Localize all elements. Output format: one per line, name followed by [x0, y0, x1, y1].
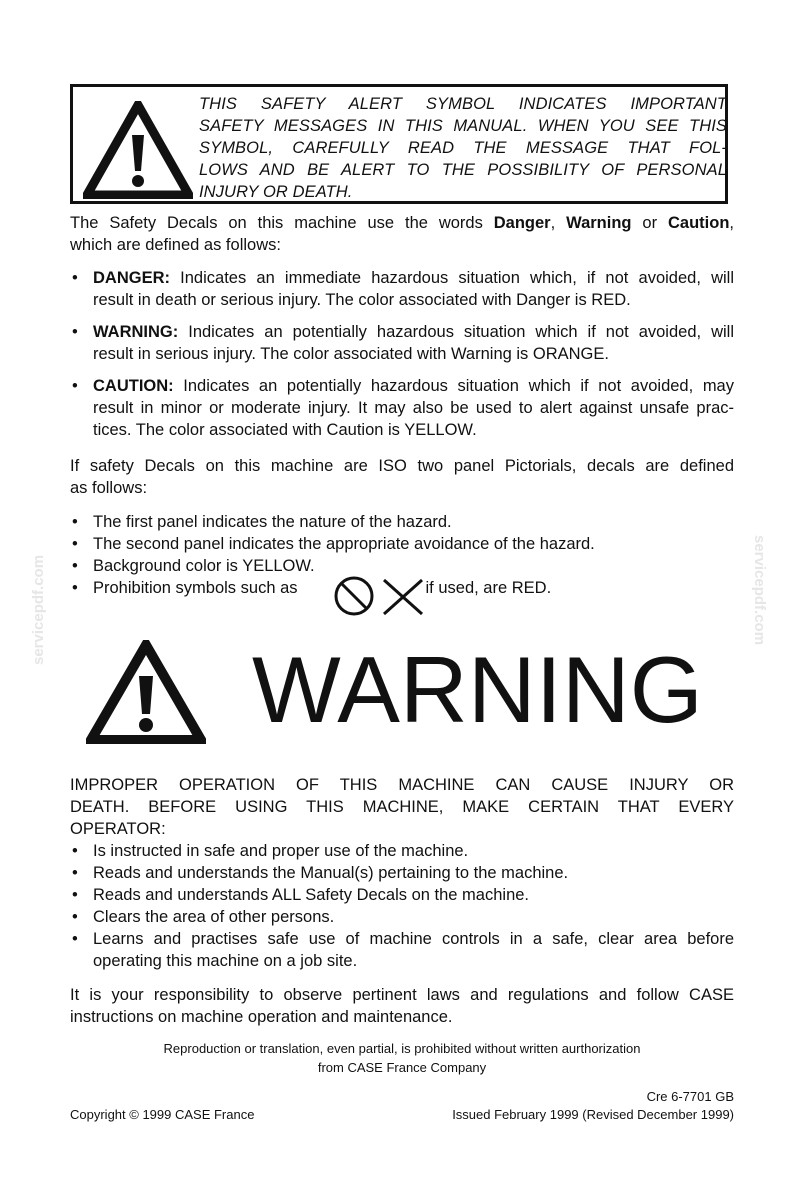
alert-line: SYMBOL, CAREFULLY READ THE MESSAGE THAT FOL-: [199, 139, 727, 157]
intro-line: [70, 212, 734, 234]
list-item-text: operating this machine on a job site.: [93, 952, 358, 970]
safety-alert-triangle-icon: [83, 101, 193, 199]
bullet: •: [72, 513, 78, 531]
list-item: [70, 928, 734, 972]
reproduction-line: from CASE France Company: [317, 1060, 487, 1075]
list-item-text: The first panel indicates the nature of the hazard.: [93, 513, 452, 531]
list-item-text: Reads and understands the Manual(s) pertaining to the machine.: [93, 864, 569, 882]
definition-caution: [70, 375, 734, 441]
definitions-list: [70, 267, 734, 441]
definition-line: result in serious injury. The color associated with Warning is ORANGE.: [93, 345, 609, 363]
definition-line: [93, 375, 734, 397]
bullet: •: [72, 535, 78, 553]
definition-danger: [70, 267, 734, 311]
alert-line: THIS SAFETY ALERT SYMBOL INDICATES IMPORTANT: [199, 95, 727, 113]
watermark-left: servicepdf.com: [30, 554, 47, 665]
definition-text: Indicates an potentially hazardous situation which if not avoided, will: [178, 323, 734, 341]
prohibition-symbols: [332, 572, 428, 620]
iso-line: If safety Decals on this machine are ISO two panel Pictorials, decals are defined: [70, 457, 734, 475]
iso-paragraph: [70, 455, 734, 499]
reproduction-line: Reproduction or translation, even partial, is prohibited without written aurthorization: [163, 1041, 641, 1056]
caution-word: Caution: [667, 214, 730, 232]
list-item: [70, 862, 734, 884]
bullet: •: [72, 579, 78, 597]
alert-line: LOWS AND BE ALERT TO THE POSSIBILITY OF PERSONAL: [199, 161, 727, 179]
list-item-text: Reads and understands ALL Safety Decals on the machine.: [93, 886, 530, 904]
bullet: •: [72, 269, 78, 287]
definition-line: [93, 321, 734, 343]
intro-comma-end: ,: [729, 214, 734, 232]
list-item-text: The second panel indicates the appropriate avoidance of the hazard.: [93, 535, 595, 553]
improper-line: OPERATOR:: [70, 820, 166, 838]
responsibility-line: instructions on machine operation and maintenance.: [70, 1008, 453, 1026]
alert-line: SAFETY MESSAGES IN THIS MANUAL. WHEN YOU SEE THIS: [199, 117, 727, 135]
operator-requirements-list: [70, 840, 734, 972]
safety-alert-text: [199, 93, 727, 203]
definition-term: WARNING:: [93, 323, 179, 341]
list-item-text: Clears the area of other persons.: [93, 908, 335, 926]
bullet: •: [72, 377, 78, 395]
definition-line: tices. The color associated with Caution is YELLOW.: [93, 421, 477, 439]
list-item: [70, 840, 734, 862]
list-item: [70, 533, 734, 555]
definition-term: DANGER:: [93, 269, 170, 287]
definition-line: result in minor or moderate injury. It may also be used to alert against unsafe prac-: [93, 399, 734, 417]
definition-term: CAUTION:: [93, 377, 174, 395]
danger-word: Danger: [493, 214, 551, 232]
bullet: •: [72, 864, 78, 882]
definition-line: result in death or serious injury. The color associated with Danger is RED.: [93, 291, 631, 309]
bullet: •: [72, 930, 78, 948]
definition-text: Indicates an immediate hazardous situation which, if not avoided, will: [170, 269, 734, 287]
bullet: •: [72, 908, 78, 926]
list-item: [70, 511, 734, 533]
intro-text: The Safety Decals on this machine use the words: [70, 214, 494, 232]
responsibility-line: It is your responsibility to observe pertinent laws and regulations and follow CASE: [70, 986, 734, 1004]
cross-x-icon: [384, 580, 422, 614]
definition-warning: [70, 321, 734, 365]
alert-line: INJURY OR DEATH.: [199, 183, 353, 201]
list-item: [70, 906, 734, 928]
intro-paragraph: [70, 212, 734, 256]
document-code: Cre 6-7701 GB: [646, 1089, 734, 1104]
reproduction-notice: [70, 1039, 734, 1077]
warning-triangle-icon: [86, 640, 206, 744]
improper-line: IMPROPER OPERATION OF THIS MACHINE CAN CAUSE INJURY OR: [70, 776, 734, 794]
list-item-text: Background color is YELLOW.: [93, 557, 315, 575]
prohibition-text-post: if used, are RED.: [425, 579, 552, 597]
responsibility-paragraph: [70, 984, 734, 1028]
intro-or: or: [631, 214, 668, 232]
issued-date: Issued February 1999 (Revised December 1999): [452, 1107, 734, 1122]
iso-line: as follows:: [70, 479, 148, 497]
improper-operation-paragraph: [70, 774, 734, 840]
bullet: •: [72, 323, 78, 341]
copyright-notice: Copyright © 1999 CASE France: [70, 1107, 255, 1122]
definition-text: Indicates an potentially hazardous situation which if not avoided, may: [173, 377, 734, 395]
definition-line: [93, 267, 734, 289]
list-item-text: Learns and practises safe use of machine controls in a safe, clear area before: [93, 930, 734, 948]
bullet: •: [72, 886, 78, 904]
warning-title: WARNING: [252, 637, 703, 742]
safety-alert-box: [70, 84, 728, 204]
improper-line: DEATH. BEFORE USING THIS MACHINE, MAKE CERTAIN THAT EVERY: [70, 798, 734, 816]
intro-comma: ,: [550, 214, 567, 232]
list-item: [70, 884, 734, 906]
prohibition-circle-icon: [336, 578, 372, 614]
intro-line: which are defined as follows:: [70, 236, 281, 254]
watermark-right: servicepdf.com: [751, 535, 768, 646]
bullet: •: [72, 842, 78, 860]
list-item-text: Is instructed in safe and proper use of the machine.: [93, 842, 469, 860]
prohibition-text-pre: Prohibition symbols such as: [93, 579, 298, 597]
warning-word: Warning: [566, 214, 632, 232]
bullet: •: [72, 557, 78, 575]
